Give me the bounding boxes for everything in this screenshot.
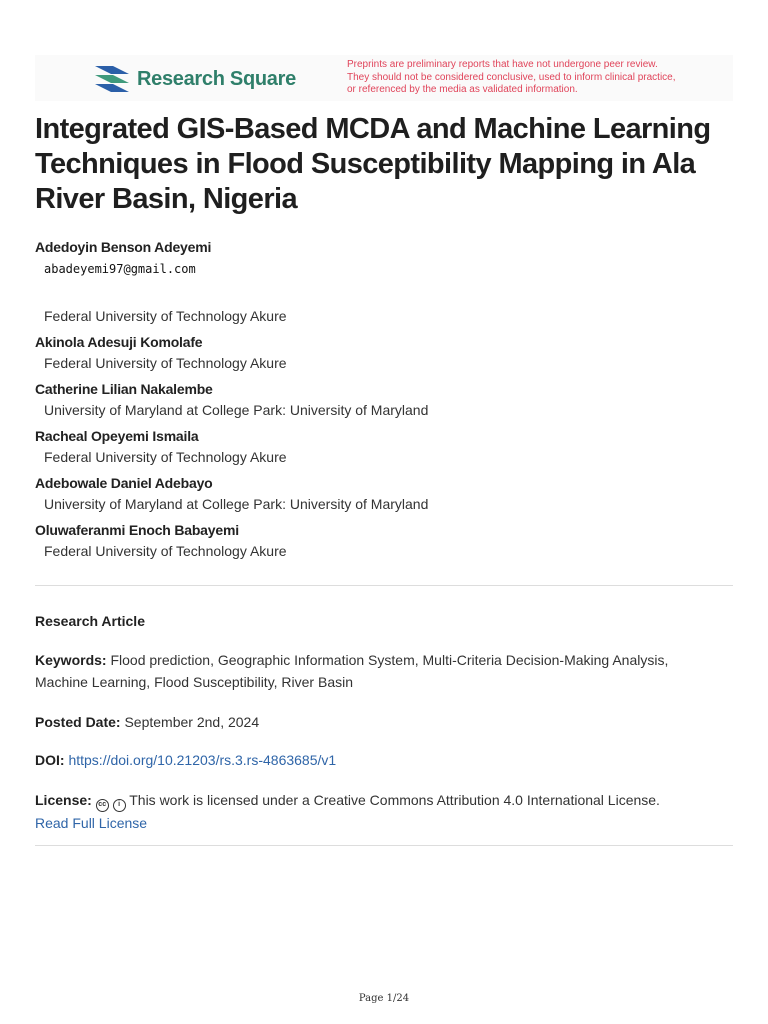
disclaimer-line: or referenced by the media as validated information. — [347, 84, 578, 95]
keywords-text: Flood prediction, Geographic Information System, Multi-Criteria Decision-Making Analysis, — [110, 652, 669, 668]
author-list — [35, 237, 735, 567]
author-name[interactable]: Oluwaferanmi Enoch Babayemi — [35, 522, 239, 538]
posted-date — [35, 711, 735, 733]
license — [35, 789, 735, 834]
preprint-disclaimer — [347, 59, 727, 97]
posted-date-label: Posted Date: — [35, 714, 121, 730]
page-number: Page 1/24 — [358, 993, 410, 1004]
doi — [35, 749, 735, 771]
read-full-license-link[interactable]: Read Full License — [35, 815, 148, 831]
author-name[interactable]: Adedoyin Benson Adeyemi — [35, 239, 212, 255]
license-text: This work is licensed under a Creative Commons Attribution 4.0 International License. — [129, 792, 660, 808]
posted-date-value: September 2nd, 2024 — [124, 714, 260, 730]
license-label: License: — [35, 792, 92, 808]
author-name[interactable]: Racheal Opeyemi Ismaila — [35, 428, 199, 444]
keywords-label: Keywords: — [35, 652, 107, 668]
author-name[interactable]: Akinola Adesuji Komolafe — [35, 334, 203, 350]
author-affiliation: Federal University of Technology Akure — [44, 355, 287, 371]
author-affiliation: University of Maryland at College Park: University of Maryland — [44, 402, 429, 418]
disclaimer-line: They should not be considered conclusive, used to inform clinical practice, — [347, 71, 676, 83]
article-type-label: Research Article — [35, 613, 145, 629]
author-affiliation: Federal University of Technology Akure — [44, 308, 287, 324]
disclaimer-line: Preprints are preliminary reports that have not undergone peer review. — [347, 59, 658, 70]
preprint-header — [35, 55, 733, 101]
brand-name: Research Square — [137, 67, 296, 90]
title-line: Integrated GIS-Based MCDA and Machine Learning — [35, 113, 711, 145]
attribution-icon: i — [113, 799, 126, 812]
divider — [35, 585, 733, 586]
paper-title — [35, 112, 735, 217]
doi-link[interactable]: https://doi.org/10.21203/rs.3.rs-4863685/v1 — [68, 752, 337, 768]
title-line: River Basin, Nigeria — [35, 183, 297, 215]
author-email[interactable]: abadeyemi97@gmail.com — [44, 262, 196, 276]
author-affiliation: University of Maryland at College Park: University of Maryland — [44, 496, 429, 512]
author-name[interactable]: Adebowale Daniel Adebayo — [35, 475, 213, 491]
research-square-logo-icon — [93, 64, 131, 94]
research-square-logo[interactable] — [93, 64, 296, 94]
author-affiliation: Federal University of Technology Akure — [44, 543, 287, 559]
keywords-text: Machine Learning, Flood Susceptibility, River Basin — [35, 674, 354, 690]
divider — [35, 845, 733, 846]
doi-label: DOI: — [35, 752, 65, 768]
title-line: Techniques in Flood Susceptibility Mapping in Ala — [35, 148, 696, 180]
spacer — [35, 281, 735, 305]
author-affiliation: Federal University of Technology Akure — [44, 449, 287, 465]
creative-commons-icon: cc — [96, 799, 109, 812]
author-name[interactable]: Catherine Lilian Nakalembe — [35, 381, 213, 397]
keywords — [35, 649, 735, 693]
article-type — [35, 610, 735, 632]
